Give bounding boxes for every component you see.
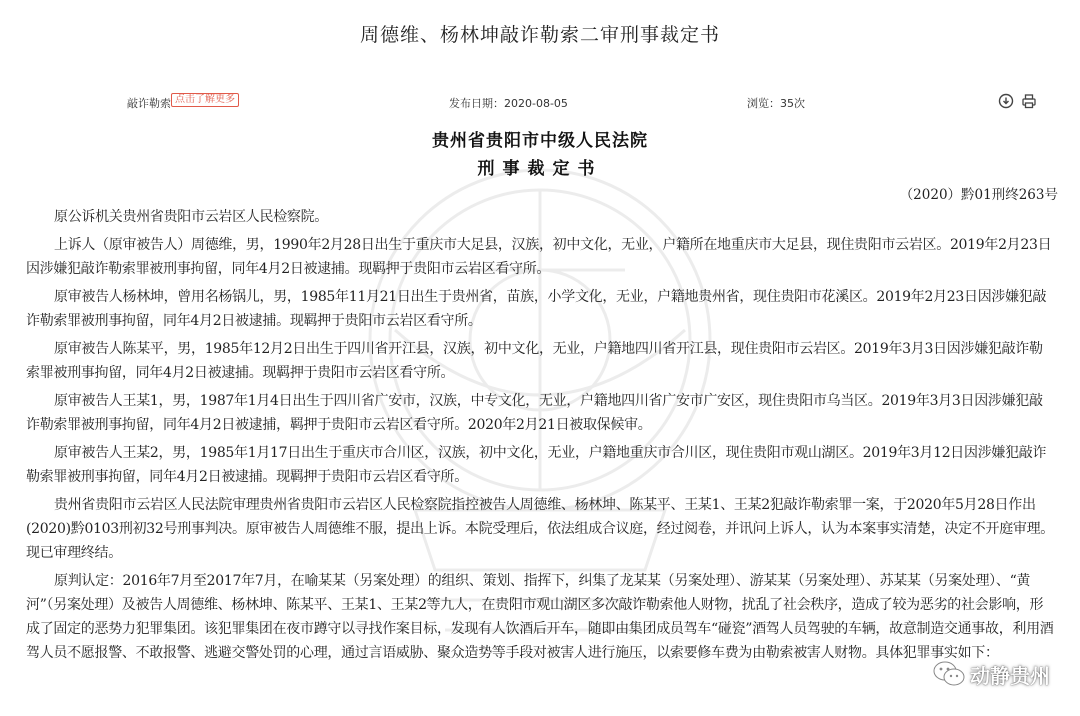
paragraph-findings: 原判认定：2016年7月至2017年7月，在喻某某（另案处理）的组织、策划、指挥下，纠集了龙某某（另案处理）、游某某（另案处理）、苏某某（另案处理）、“黄河”（另案处理）及被告人周德维、杨林坤、陈某平、王某1、王某2等九人，在贵阳市观山湖区多次敲诈勒索他人财物，扰乱了社会秩序，造成了较为恶劣的社会影响，形成了固定的恶势力犯罪集团。该犯罪集团在夜市蹲守以寻找作案目标，发现有人饮酒后开车，随即由集团成员驾车“碰瓷”酒驾人员驾驶的车辆，故意制造交通事故，利用酒驾人员不愿报警、不敢报警、逃避交警处罚的心理，通过言语威胁、聚众造势等手段对被害人进行施压，以索要修车费为由勒索被害人财物。具体犯罪事实如下： bbox=[26, 573, 1054, 661]
print-icon[interactable] bbox=[1021, 93, 1037, 109]
case-number: （2020）黔01刑终263号 bbox=[899, 187, 1058, 203]
paragraph-defendant: 原审被告人王某1，男，1987年1月4日出生于四川省广安市，汉族，中专文化，无业，户籍地四川省广安市广安区，现住贵阳市乌当区。2019年3月3日因涉嫌犯敲诈勒索罪被刑事拘留，同年4月2日被逮捕，羁押于贵阳市云岩区看守所。2020年2月21日被取保候审。 bbox=[26, 393, 1043, 433]
ruling-body bbox=[26, 205, 1056, 669]
paragraph-appellant: 上诉人（原审被告人）周德维，男，1990年2月28日出生于重庆市大足县，汉族，初中文化，无业，户籍所在地重庆市大足县，现住贵阳市云岩区。2019年2月23日因涉嫌犯敲诈勒索罪被刑事拘留，同年4月2日被逮捕。现羁押于贵阳市云岩区看守所。 bbox=[26, 237, 1052, 277]
ruling-type: 刑事裁定书 bbox=[477, 159, 603, 179]
meta-row bbox=[0, 92, 1080, 112]
publish-date: 发布日期：2020-08-05 bbox=[449, 97, 568, 110]
view-count: 浏览：35次 bbox=[747, 97, 805, 110]
category-label: 敲诈勒索 bbox=[127, 97, 171, 110]
wechat-icon bbox=[932, 660, 966, 688]
wechat-watermark bbox=[932, 654, 1050, 694]
paragraph-defendant: 原审被告人陈某平，男，1985年12月2日出生于四川省开江县，汉族，初中文化，无业，户籍地四川省开江县，现住贵阳市云岩区。2019年3月3日因涉嫌犯敲诈勒索罪被刑事拘留，同年4月2日被逮捕。现羁押于贵阳市云岩区看守所。 bbox=[26, 341, 1043, 381]
learn-more-badge[interactable]: 点击了解更多 bbox=[171, 93, 239, 107]
download-icon[interactable] bbox=[998, 93, 1014, 109]
document-title: 周德维、杨林坤敲诈勒索二审刑事裁定书 bbox=[359, 24, 720, 46]
wechat-account-name: 动静贵州 bbox=[970, 663, 1050, 688]
paragraph-prosecutor: 原公诉机关贵州省贵阳市云岩区人民检察院。 bbox=[54, 209, 328, 225]
paragraph-defendant: 原审被告人王某2，男，1985年1月17日出生于重庆市合川区，汉族，初中文化，无业，户籍地重庆市合川区，现住贵阳市观山湖区。2019年3月12日因涉嫌犯敲诈勒索罪被刑事拘留，同年4月2日被逮捕。现羁押于贵阳市云岩区看守所。 bbox=[26, 445, 1047, 485]
paragraph-defendant: 原审被告人杨林坤，曾用名杨锅儿，男，1985年11月21日出生于贵州省，苗族，小学文化，无业，户籍地贵州省，现住贵阳市花溪区。2019年2月23日因涉嫌犯敲诈勒索罪被刑事拘留，同年4月2日被逮捕。现羁押于贵阳市云岩区看守所。 bbox=[26, 289, 1047, 329]
court-name: 贵州省贵阳市中级人民法院 bbox=[432, 131, 648, 151]
paragraph-procedure: 贵州省贵阳市云岩区人民法院审理贵州省贵阳市云岩区人民检察院指控被告人周德维、杨林坤、陈某平、王某1、王某2犯敲诈勒索罪一案，于2020年5月28日作出(2020)黔0103刑初32号刑事判决。原审被告人周德维不服，提出上诉。本院受理后，依法组成合议庭，经过阅卷，并讯问上诉人，认为本案事实清楚，决定不开庭审理。现已审理终结。 bbox=[26, 497, 1054, 561]
